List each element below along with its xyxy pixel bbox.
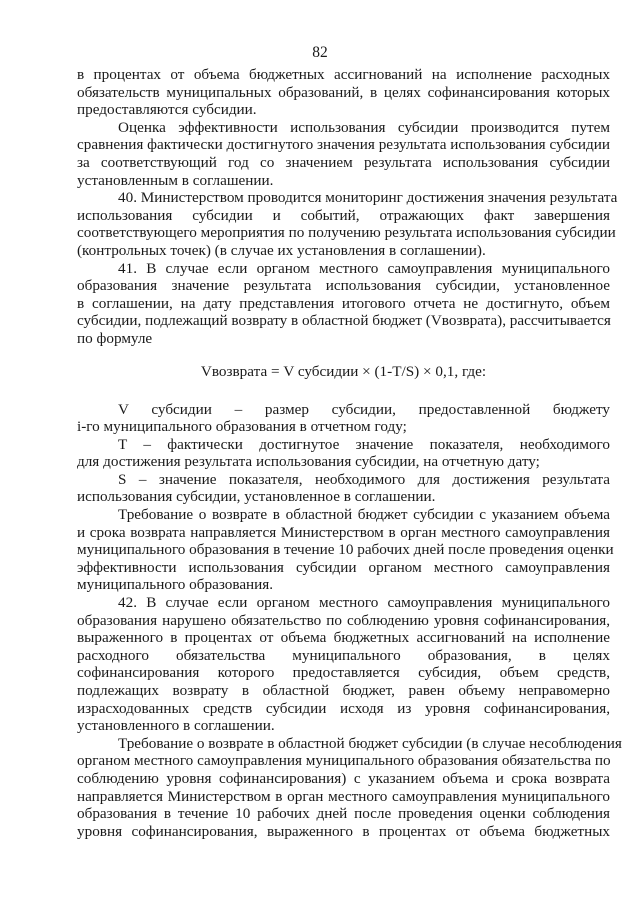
- text-line: соблюдению уровня софинансирования) с указанием объема и срока возврата: [77, 769, 610, 787]
- text-line: и срока возврата направляется Министерством в орган местного самоуправления: [77, 523, 610, 541]
- text-line: образования значение результата использования субсидии, установленное: [77, 277, 610, 295]
- document-body: [77, 66, 622, 840]
- text-line: эффективности использования субсидии органом местного самоуправления: [77, 558, 610, 576]
- text-line: соответствующего мероприятия по получению результата использования субсидии: [77, 224, 616, 242]
- text-line: израсходованных средств субсидии исходя из уровня софинансирования,: [77, 699, 610, 717]
- text-line: софинансирования которого предоставляется субсидия, объем средств,: [77, 664, 610, 682]
- text-line: T – фактически достигнутое значение показателя, необходимого: [118, 435, 610, 453]
- text-line: образования нарушено обязательство по соблюдению уровня софинансирования,: [77, 611, 610, 629]
- text-line: за соответствующий год со значением результата использования субсидии: [77, 153, 610, 171]
- text-line: i-го муниципального образования в отчетном году;: [77, 418, 407, 436]
- text-line: обязательств муниципальных образований, в целях софинансирования которых: [77, 83, 610, 101]
- text-line: органом местного самоуправления муниципального образования обязательства по: [77, 752, 611, 770]
- text-line: сравнения фактически достигнутого значения результата использования субсидии: [77, 136, 610, 154]
- text-line: установленным в соглашении.: [77, 171, 274, 189]
- text-line: муниципального образования.: [77, 576, 274, 594]
- text-block-2: [77, 400, 622, 841]
- text-line: направляется Министерством в орган местного самоуправления муниципального: [77, 787, 610, 805]
- text-line: образования в течение 10 рабочих дней после проведения оценки соблюдения: [77, 805, 610, 823]
- text-line: для достижения результата использования субсидии, на отчетную дату;: [77, 453, 540, 471]
- text-line: установленного в соглашении.: [77, 717, 275, 735]
- formula: Vвозврата = V субсидии × (1-T/S) × 0,1, где:: [200, 362, 487, 380]
- text-line: 40. Министерством проводится мониторинг достижения значения результата: [118, 189, 618, 207]
- text-line: использования субсидии, установленное в соглашении.: [77, 488, 436, 506]
- text-line: S – значение показателя, необходимого для достижения результата: [118, 470, 610, 488]
- text-line: Требование о возврате в областной бюджет субсидии с указанием объема: [118, 506, 610, 524]
- text-line: использования субсидии и событий, отражающих факт завершения: [77, 206, 610, 224]
- text-line: в соглашении, на дату представления итогового отчета не достигнуто, объем: [77, 294, 610, 312]
- text-line: Оценка эффективности использования субсидии производится путем: [118, 118, 610, 136]
- text-block-1: [77, 66, 618, 348]
- text-line: субсидии, подлежащий возврату в областной бюджет (Vвозврата), рассчитывается: [77, 312, 611, 330]
- text-line: по формуле: [77, 329, 153, 347]
- text-line: (контрольных точек) (в случае их установления в соглашении).: [77, 241, 486, 259]
- text-line: уровня софинансирования, выраженного в процентах от объема бюджетных: [77, 822, 610, 840]
- text-line: расходного обязательства муниципального образования, в целях: [77, 646, 610, 664]
- text-line: выраженного в процентах от объема бюджетных ассигнований на исполнение: [77, 629, 610, 647]
- text-line: подлежащих возврату в областной бюджет, равен объему неправомерно: [77, 682, 610, 699]
- text-line: 41. В случае если органом местного самоуправления муниципального: [118, 259, 610, 277]
- text-line: в процентах от объема бюджетных ассигнований на исполнение расходных: [77, 66, 610, 83]
- text-line: 42. В случае если органом местного самоуправления муниципального: [118, 594, 610, 612]
- text-line: Требование о возврате в областной бюджет субсидии (в случае несоблюдения: [118, 734, 622, 752]
- page-number: 82: [312, 44, 328, 61]
- text-line: муниципального образования в течение 10 рабочих дней после проведения оценки: [77, 541, 614, 559]
- text-line: предоставляются субсидии.: [77, 101, 257, 119]
- text-line: V субсидии – размер субсидии, предоставленной бюджету: [118, 400, 610, 418]
